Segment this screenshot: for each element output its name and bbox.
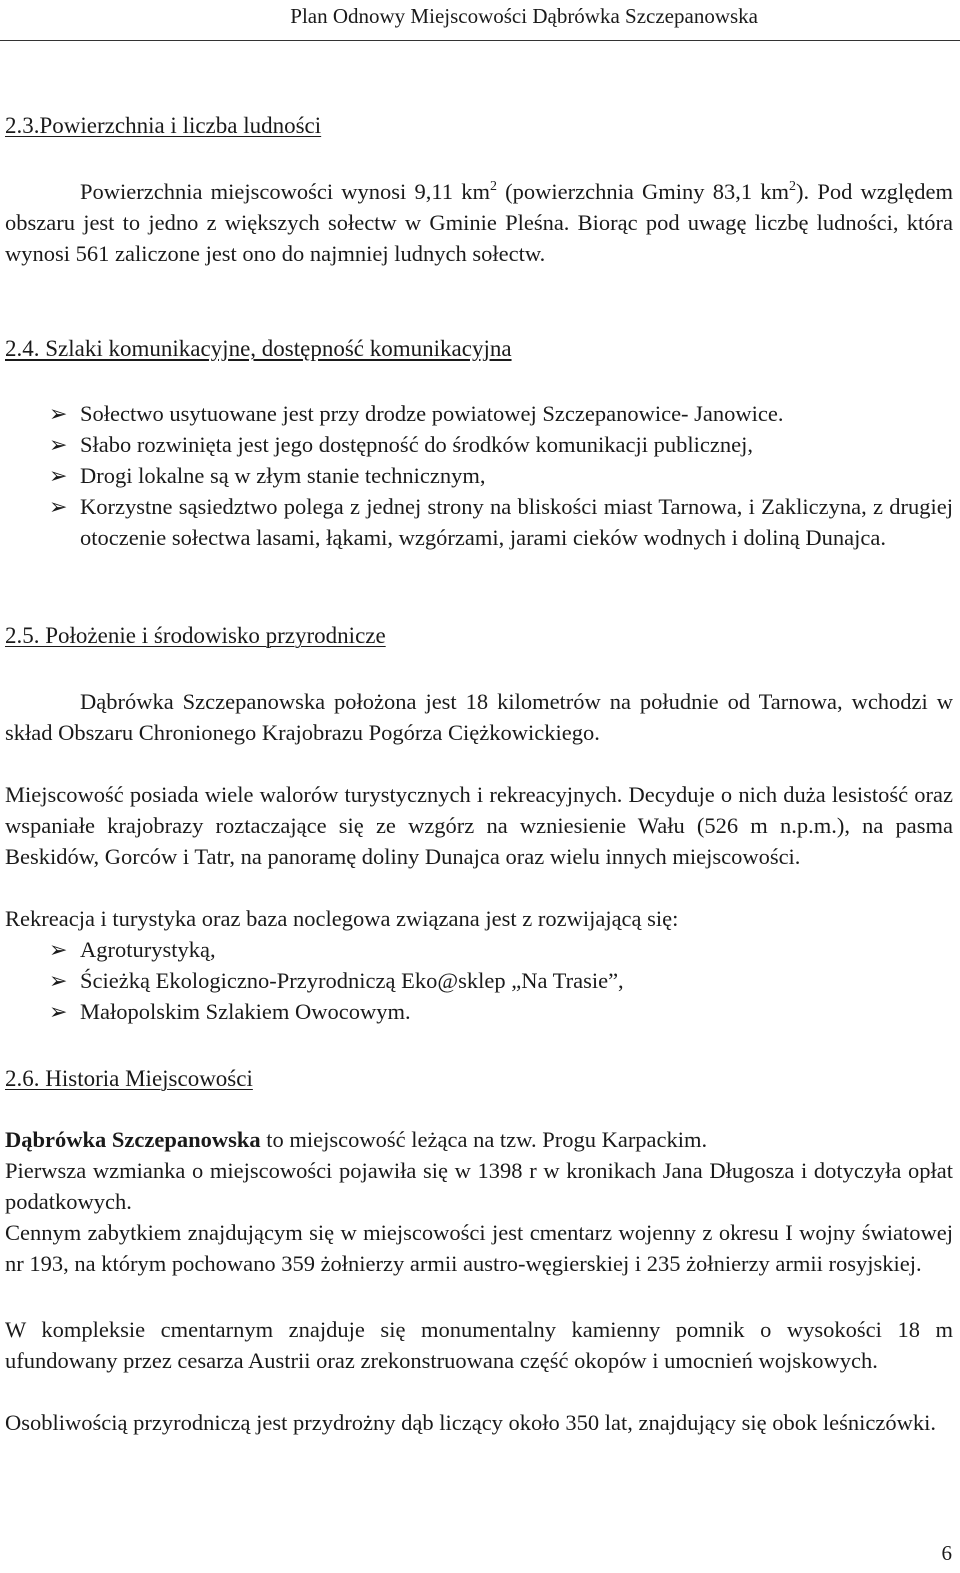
heading-text: 2.4. Szlaki komunikacyjne, dostępność komunikacyjna: [5, 336, 512, 361]
page-number: 6: [941, 1541, 952, 1565]
arrow-bullet-icon: ➢: [49, 432, 68, 457]
paragraph-location: Dąbrówka Szczepanowska położona jest 18 kilometrów na południe od Tarnowa, wchodzi w skład Obszaru Chronionego Krajobrazu Pogórza Ciężkowickiego.: [5, 689, 953, 745]
village-name-bold: Dąbrówka Szczepanowska: [5, 1127, 261, 1152]
paragraph-area-population: [5, 176, 953, 269]
section-heading-2-5: 2.5. Położenie i środowisko przyrodnicze: [5, 623, 386, 648]
list-item-text: Małopolskim Szlakiem Owocowym.: [80, 999, 411, 1024]
transport-bullet-list: [5, 398, 953, 553]
text-fragment: Powierzchnia miejscowości wynosi 9,11 km: [80, 179, 490, 204]
paragraph-tourism-values: Miejscowość posiada wiele walorów turystycznych i rekreacyjnych. Decyduje o nich duża lesistość oraz wspaniałe krajobrazy roztaczające się ze wzgórz na wzniesienie Wału (526 m n.p.m.), na pasma Beskidów, Gorców i Tatr, na panoramę doliny Dunajca oraz wielu innych miejscowości.: [5, 782, 953, 869]
list-item-text: Słabo rozwinięta jest jego dostępność do środków komunikacji publicznej,: [80, 432, 753, 457]
list-item: [5, 996, 953, 1027]
recreation-bullet-list: [5, 934, 953, 1027]
paragraph-war-cemetery: Cennym zabytkiem znajdującym się w miejscowości jest cmentarz wojenny z okresu I wojny światowej nr 193, na którym pochowano 359 żołnierzy armii austro-węgierskiej i 235 żołnierzy armii rosyjskiej.: [5, 1220, 953, 1276]
running-header: Plan Odnowy Miejscowości Dąbrówka Szczepanowska: [290, 4, 758, 28]
arrow-bullet-icon: ➢: [49, 494, 68, 519]
superscript: 2: [489, 179, 497, 194]
list-item: [5, 965, 953, 996]
list-item-text: Drogi lokalne są w złym stanie technicznym,: [80, 463, 486, 488]
text-fragment: (powierzchnia Gminy 83,1 km: [496, 179, 790, 204]
list-item-text: Sołectwo usytuowane jest przy drodze powiatowej Szczepanowice- Janowice.: [80, 401, 784, 426]
list-item: [5, 460, 953, 491]
list-item: [5, 934, 953, 965]
list-item: [5, 429, 953, 460]
arrow-bullet-icon: ➢: [49, 401, 68, 426]
paragraph-monument: W kompleksie cmentarnym znajduje się monumentalny kamienny pomnik o wysokości 18 m ufundowany przez cesarza Austrii oraz zrekonstruowana część okopów i umocnień wojskowych.: [5, 1317, 953, 1373]
list-item: [5, 491, 953, 553]
header-rule: [0, 40, 960, 41]
section-heading-2-4: [5, 333, 512, 364]
list-item-text: Agroturystyką,: [80, 937, 216, 962]
list-item-text: Korzystne sąsiedztwo polega z jednej strony na bliskości miast Tarnowa, i Zakliczyna, z drugiej otoczenie sołectwa lasami, łąkami, wzgórzami, jarami cieków wodnych i doliną Dunajca.: [80, 494, 953, 550]
arrow-bullet-icon: ➢: [49, 968, 68, 993]
arrow-bullet-icon: ➢: [49, 463, 68, 488]
paragraph-first-mention: Pierwsza wzmianka o miejscowości pojawiła się w 1398 r w kronikach Jana Długosza i dotyczyła opłat podatkowych.: [5, 1158, 953, 1214]
section-heading-2-3: 2.3.Powierzchnia i liczba ludności: [5, 113, 322, 138]
arrow-bullet-icon: ➢: [49, 999, 68, 1024]
text-fragment: ). Pod względem obszaru jest to jedno z większych sołectw w Gminie Pleśna. Biorąc pod uwagę liczbę ludności, która wynosi 561 zaliczone jest ono do najmniej ludnych sołectw.: [5, 179, 954, 266]
section-heading-2-6: 2.6. Historia Miejscowości: [5, 1066, 253, 1091]
superscript: 2: [789, 179, 797, 194]
paragraph-oak-tree: Osobliwością przyrodniczą jest przydrożny dąb liczący około 350 lat, znajdujący się obok leśniczówki.: [5, 1410, 936, 1435]
arrow-bullet-icon: ➢: [49, 937, 68, 962]
text-fragment: to miejscowość leżąca na tzw. Progu Karpackim.: [260, 1127, 708, 1152]
list-item: [5, 398, 953, 429]
paragraph-recreation: Rekreacja i turystyka oraz baza noclegowa związana jest z rozwijającą się:: [5, 906, 679, 931]
list-item-text: Ścieżką Ekologiczno-Przyrodniczą Eko@sklep „Na Trasie”,: [80, 968, 624, 993]
paragraph-history-intro: [5, 1124, 953, 1155]
